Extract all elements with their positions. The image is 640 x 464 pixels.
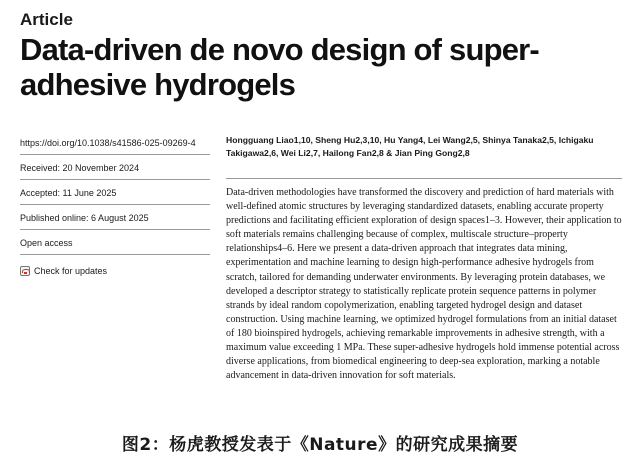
figure-caption: 图2：杨虎教授发表于《Nature》的研究成果摘要 (121, 435, 519, 455)
article-metadata (20, 134, 210, 284)
check-for-updates-button[interactable] (20, 259, 210, 280)
published-date: Published online: 6 August 2025 (20, 209, 210, 230)
check-for-updates-icon (20, 266, 30, 276)
author-list[interactable]: Hongguang Liao1,10, Sheng Hu2,3,10, Hu Yang4, Lei Wang2,5, Shinya Tanaka2,5, Ichigaku Takigawa2,6, Wei Li2,7, Hailong Fan2,8 & Jian Ping Gong2,8 (226, 135, 594, 158)
doi-link[interactable]: https://doi.org/10.1038/s41586-025-09269-4 (20, 134, 210, 155)
abstract-text: Data-driven methodologies have transformed the discovery and prediction of hard materials with well-defined atomic structures by leveraging standardized datasets, enabling accurate property predictions and facilitating efficient exploration of design spaces1–3. However, their application to soft materials remains challenging because of complex, multiscale structure–property relationships4–6. Here we present a data-driven approach that integrates data mining, experimentation and machine learning to design high-performance adhesive hydrogels from scratch, tailored for demanding underwater environments. By leveraging protein databases, we developed a descriptor strategy to statistically replicate protein sequence patterns in polymer strands by ideal random copolymerization, enabling targeted hydrogel design and dataset construction. Using machine learning, we optimized hydrogel formulations from an initial dataset of 180 bioinspired hydrogels, achieving remarkable improvements in adhesive strength, with a maximum value exceeding 1 MPa. These super-adhesive hydrogels hold immense potential across diverse applications, from biomedical engineering to deep-sea exploration, marking a notable advancement in data-driven innovation for soft materials. (226, 187, 622, 382)
article-title: Data-driven de novo design of super-adhesive hydrogels (20, 32, 539, 102)
accepted-date: Accepted: 11 June 2025 (20, 184, 210, 205)
received-date: Received: 20 November 2024 (20, 159, 210, 180)
open-access-label: Open access (20, 234, 210, 255)
paper-screenshot (8, 4, 632, 422)
authors-divider (226, 178, 622, 179)
check-for-updates-label: Check for updates (34, 265, 108, 276)
article-type-label: Article (20, 10, 73, 29)
